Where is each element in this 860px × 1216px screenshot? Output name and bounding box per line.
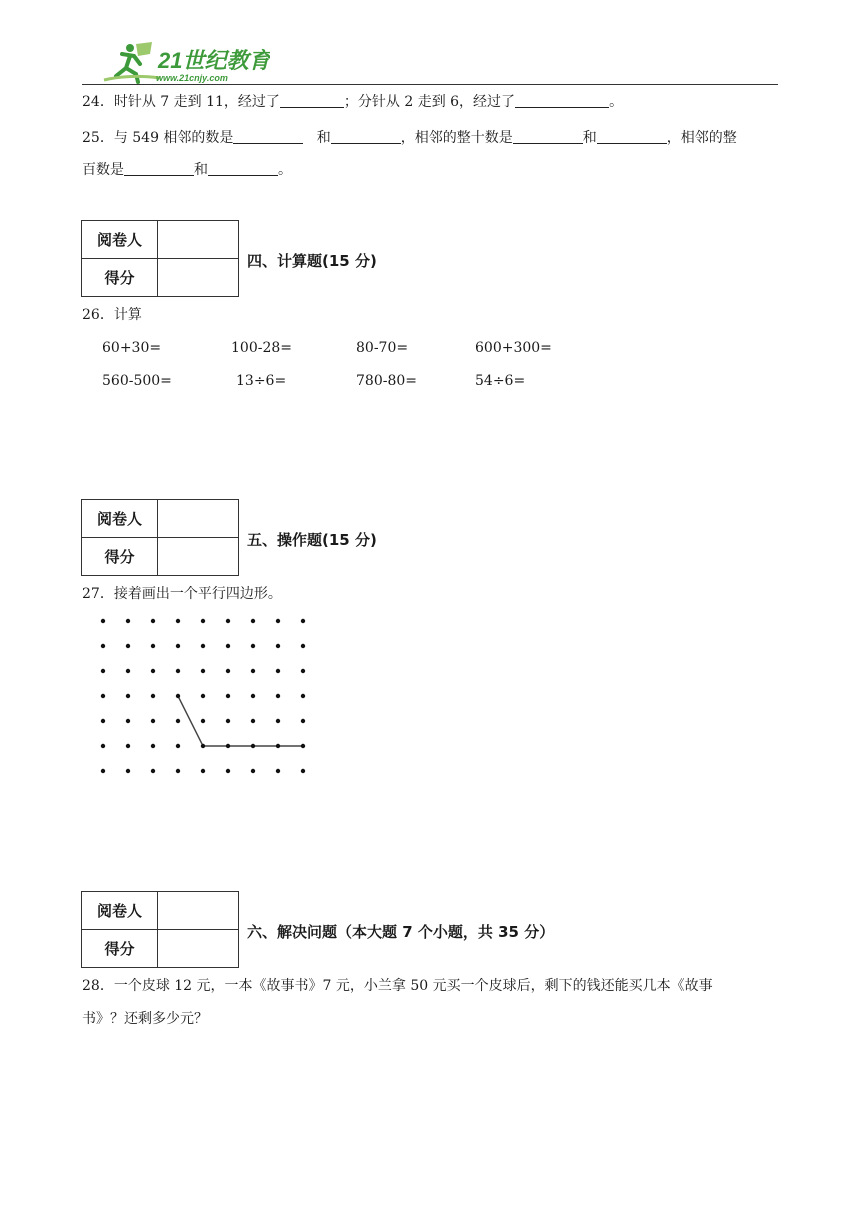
score-label: 得分 [82,930,158,968]
score-label: 得分 [82,538,158,576]
calc-expression: 13÷6= [236,373,287,389]
calc-expression: 780-80= [356,373,417,389]
grid-dot[interactable] [226,694,230,698]
dot-grid[interactable] [96,616,316,792]
grid-dot[interactable] [251,769,255,773]
grid-dot[interactable] [226,719,230,723]
answer-blank[interactable] [124,161,194,176]
header-divider [82,84,778,85]
grid-dot[interactable] [251,619,255,623]
grid-dot[interactable] [126,769,130,773]
grid-dot[interactable] [301,719,305,723]
grid-dot[interactable] [251,694,255,698]
grid-dot[interactable] [151,769,155,773]
grid-dot[interactable] [251,644,255,648]
score-table [81,220,239,297]
q25-text: 和 [582,130,597,146]
grid-dot[interactable] [176,669,180,673]
reviewer-cell[interactable] [158,221,239,259]
q25-text: 25．与 549 相邻的数是 [82,130,234,146]
reviewer-cell[interactable] [158,892,239,930]
reviewer-label: 阅卷人 [82,500,158,538]
grid-dot[interactable] [301,644,305,648]
calc-expression: 80-70= [356,340,409,356]
question-26-title: 26．计算 [82,307,142,323]
reviewer-label: 阅卷人 [82,892,158,930]
grid-dot[interactable] [101,744,105,748]
grid-dot[interactable] [201,769,205,773]
grid-dot[interactable] [176,619,180,623]
grid-dot[interactable] [276,744,280,748]
grid-dot[interactable] [301,769,305,773]
q25-text: ，相邻的整 [666,130,737,146]
answer-blank[interactable] [233,129,303,144]
grid-dot[interactable] [126,719,130,723]
grid-dot[interactable] [101,669,105,673]
grid-dot[interactable] [226,744,230,748]
answer-blank[interactable] [513,129,583,144]
grid-dot[interactable] [226,669,230,673]
q25-text: 和 [316,130,331,146]
grid-dot[interactable] [201,719,205,723]
calc-expression: 600+300= [475,340,552,356]
q24-text: 。 [609,94,624,110]
grid-dot[interactable] [151,669,155,673]
shape-segment [178,696,203,746]
grid-dot[interactable] [276,719,280,723]
calc-expression: 54÷6= [475,373,526,389]
q25-text: 和 [194,162,208,178]
grid-dot[interactable] [126,644,130,648]
score-cell[interactable] [158,930,239,968]
grid-dot[interactable] [301,744,305,748]
grid-dot[interactable] [151,744,155,748]
grid-dot[interactable] [126,744,130,748]
runner-icon [104,42,160,82]
grid-dot[interactable] [201,669,205,673]
site-logo [100,40,270,84]
question-25 [82,128,737,148]
logo-title: 21世纪教育 [158,48,270,73]
grid-dot[interactable] [201,744,205,748]
q25-text: ，相邻的整十数是 [400,130,513,146]
score-table [81,499,239,576]
grid-dot[interactable] [276,669,280,673]
grid-dot[interactable] [101,644,105,648]
calc-expression: 560-500= [102,373,172,389]
grid-dot[interactable] [251,719,255,723]
answer-blank[interactable] [280,93,344,108]
grid-dot[interactable] [176,769,180,773]
grid-dot[interactable] [276,769,280,773]
grid-dot[interactable] [226,644,230,648]
section-title: 四、计算题(15 分) [247,252,377,270]
grid-dot[interactable] [251,669,255,673]
question-25-cont [82,160,292,180]
grid-dot[interactable] [301,669,305,673]
q24-text: 24．时针从 7 走到 11，经过了 [82,94,280,110]
grid-dot[interactable] [126,619,130,623]
grid-dot[interactable] [126,669,130,673]
grid-dot[interactable] [151,644,155,648]
section-title: 六、解决问题（本大题 7 个小题，共 35 分） [247,923,555,941]
score-table [81,891,239,968]
reviewer-label: 阅卷人 [82,221,158,259]
grid-dot[interactable] [176,644,180,648]
grid-dot[interactable] [176,744,180,748]
score-cell[interactable] [158,538,239,576]
calc-expression: 100-28= [231,340,292,356]
grid-dot[interactable] [201,644,205,648]
answer-blank[interactable] [515,93,609,108]
question-27-title: 27．接着画出一个平行四边形。 [82,586,282,602]
grid-dot[interactable] [176,694,180,698]
q25-text: 。 [278,162,292,178]
q24-text: ；分针从 2 走到 6，经过了 [343,94,516,110]
grid-dot[interactable] [201,694,205,698]
logo-url: www.21cnjy.com [156,73,228,83]
grid-dot[interactable] [226,619,230,623]
grid-dot[interactable] [276,644,280,648]
answer-blank[interactable] [597,129,667,144]
score-label: 得分 [82,259,158,297]
grid-dot[interactable] [101,694,105,698]
grid-dot[interactable] [276,694,280,698]
grid-dot[interactable] [176,719,180,723]
score-cell[interactable] [158,259,239,297]
grid-dot[interactable] [101,619,105,623]
grid-dot[interactable] [101,719,105,723]
grid-dot[interactable] [101,769,105,773]
q25-text: 百数是 [82,162,124,178]
grid-dot[interactable] [301,619,305,623]
grid-dot[interactable] [251,744,255,748]
grid-dot[interactable] [301,694,305,698]
grid-dot[interactable] [201,619,205,623]
grid-dot[interactable] [226,769,230,773]
question-28: 28．一个皮球 12 元，一本《故事书》7 元，小兰拿 50 元买一个皮球后，剩下的钱还能买几本《故事 [82,978,713,994]
grid-dot[interactable] [126,694,130,698]
calc-expression: 60+30= [102,340,162,356]
grid-dot[interactable] [151,719,155,723]
question-24 [82,92,623,112]
section-title: 五、操作题(15 分) [247,531,377,549]
grid-dot[interactable] [151,694,155,698]
question-28-cont: 书》？还剩多少元？ [82,1011,208,1027]
reviewer-cell[interactable] [158,500,239,538]
answer-blank[interactable] [331,129,401,144]
grid-dot[interactable] [151,619,155,623]
grid-dot[interactable] [276,619,280,623]
answer-blank[interactable] [208,161,278,176]
